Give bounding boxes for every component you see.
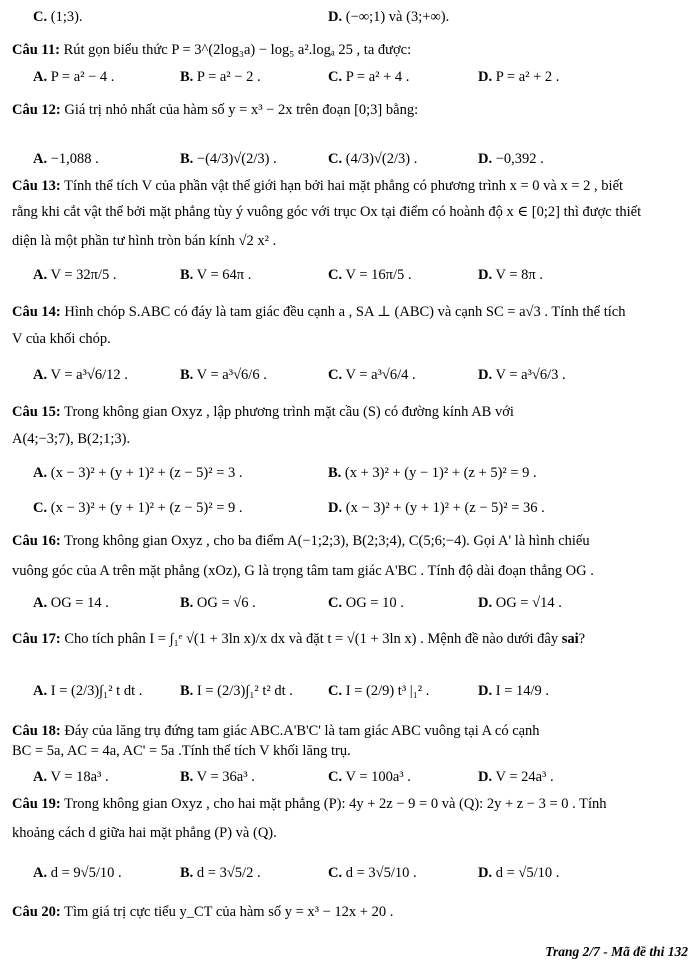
- q11-option-b: B. P = a² − 2 .: [180, 69, 261, 85]
- q17-option-b: B. I = (2/3)∫₁² t² dt .: [180, 683, 293, 699]
- q18-option-a: A. V = 18a³ .: [33, 769, 109, 785]
- q18-option-d: D. V = 24a³ .: [478, 769, 554, 785]
- question-16: Câu 16: Trong không gian Oxyz , cho ba điểm A(−1;2;3), B(2;3;4), C(5;6;−4). Gọi A' là hình chiếu: [12, 533, 590, 549]
- q16-option-a: A. OG = 14 .: [33, 595, 109, 611]
- q16-option-b: B. OG = √6 .: [180, 595, 256, 611]
- q19-option-d: D. d = √5/10 .: [478, 865, 560, 881]
- q17-option-d: D. I = 14/9 .: [478, 683, 550, 699]
- q19-option-a: A. d = 9√5/10 .: [33, 865, 122, 881]
- question-12: Câu 12: Giá trị nhỏ nhất của hàm số y = x³ − 2x trên đoạn [0;3] bằng:: [12, 102, 419, 118]
- question-13: Câu 13: Tính thể tích V của phần vật thể giới hạn bởi hai mặt phẳng có phương trình x = 0 và x = 2 , biết: [12, 178, 624, 194]
- page-footer: Trang 2/7 - Mã đề thi 132: [545, 944, 688, 959]
- question-17: Câu 17: Cho tích phân I = ∫₁ᵉ √(1 + 3ln x)/x dx và đặt t = √(1 + 3ln x) . Mệnh đề nào dưới đây sai?: [12, 631, 586, 647]
- q17-option-c: C. I = (2/9) t³ |₁² .: [328, 683, 430, 699]
- option-c-prev: C. (1;3).: [33, 9, 83, 25]
- question-19-line2: khoảng cách d giữa hai mặt phẳng (P) và (Q).: [12, 825, 277, 841]
- q13-option-d: D. V = 8π .: [478, 267, 543, 283]
- option-d-prev: D. (−∞;1) và (3;+∞).: [328, 9, 450, 25]
- q12-option-a: A. −1,088 .: [33, 151, 99, 167]
- q19-option-c: C. d = 3√5/10 .: [328, 865, 417, 881]
- q14-option-c: C. V = a³√6/4 .: [328, 367, 416, 383]
- question-15: Câu 15: Trong không gian Oxyz , lập phương trình mặt cầu (S) có đường kính AB với: [12, 404, 514, 420]
- q11-option-d: D. P = a² + 2 .: [478, 69, 560, 85]
- q13-option-c: C. V = 16π/5 .: [328, 267, 412, 283]
- question-13-line3: diện là một phần tư hình tròn bán kính √2 x² .: [12, 233, 277, 249]
- question-14-line2: V của khối chóp.: [12, 331, 111, 347]
- question-16-line2: vuông góc của A trên mặt phẳng (xOz), G là trọng tâm tam giác A'BC . Tính độ dài đoạn thẳng OG .: [12, 563, 594, 579]
- q18-option-b: B. V = 36a³ .: [180, 769, 255, 785]
- q13-option-b: B. V = 64π .: [180, 267, 252, 283]
- question-15-line2: A(4;−3;7), B(2;1;3).: [12, 431, 131, 447]
- q14-option-d: D. V = a³√6/3 .: [478, 367, 566, 383]
- question-19: Câu 19: Trong không gian Oxyz , cho hai mặt phẳng (P): 4y + 2z − 9 = 0 và (Q): 2y + z − 3 = 0 . Tính: [12, 796, 607, 812]
- question-18: Câu 18: Đáy của lăng trụ đứng tam giác ABC.A'B'C' là tam giác ABC vuông tại A có cạnh: [12, 723, 540, 739]
- q15-option-b: B. (x + 3)² + (y − 1)² + (z + 5)² = 9 .: [328, 465, 537, 481]
- q15-option-a: A. (x − 3)² + (y + 1)² + (z − 5)² = 3 .: [33, 465, 243, 481]
- question-18-line2: BC = 5a, AC = 4a, AC' = 5a .Tính thể tích V khối lăng trụ.: [12, 743, 351, 759]
- q16-option-c: C. OG = 10 .: [328, 595, 404, 611]
- q19-option-b: B. d = 3√5/2 .: [180, 865, 261, 881]
- q12-option-c: C. (4/3)√(2/3) .: [328, 151, 418, 167]
- question-14: Câu 14: Hình chóp S.ABC có đáy là tam giác đều cạnh a , SA ⊥ (ABC) và cạnh SC = a√3 . Tính thể tích: [12, 304, 626, 320]
- q15-option-c: C. (x − 3)² + (y + 1)² + (z − 5)² = 9 .: [33, 500, 243, 516]
- question-20: Câu 20: Tìm giá trị cực tiểu y_CT của hàm số y = x³ − 12x + 20 .: [12, 904, 394, 920]
- q12-option-d: D. −0,392 .: [478, 151, 544, 167]
- question-11: Câu 11: Rút gọn biểu thức P = 3^(2log₃a) − log₅ a².logₐ 25 , ta được:: [12, 42, 412, 58]
- q18-option-c: C. V = 100a³ .: [328, 769, 411, 785]
- question-13-line2: rằng khi cắt vật thể bởi mặt phẳng tùy ý vuông góc với trục Ox tại điểm có hoành độ x ∈ [0;2] thì được thiết: [12, 204, 642, 220]
- q17-option-a: A. I = (2/3)∫₁² t dt .: [33, 683, 143, 699]
- q14-option-a: A. V = a³√6/12 .: [33, 367, 128, 383]
- q14-option-b: B. V = a³√6/6 .: [180, 367, 267, 383]
- q11-option-c: C. P = a² + 4 .: [328, 69, 410, 85]
- q13-option-a: A. V = 32π/5 .: [33, 267, 117, 283]
- q15-option-d: D. (x − 3)² + (y + 1)² + (z − 5)² = 36 .: [328, 500, 545, 516]
- q16-option-d: D. OG = √14 .: [478, 595, 562, 611]
- q12-option-b: B. −(4/3)√(2/3) .: [180, 151, 277, 167]
- q11-option-a: A. P = a² − 4 .: [33, 69, 115, 85]
